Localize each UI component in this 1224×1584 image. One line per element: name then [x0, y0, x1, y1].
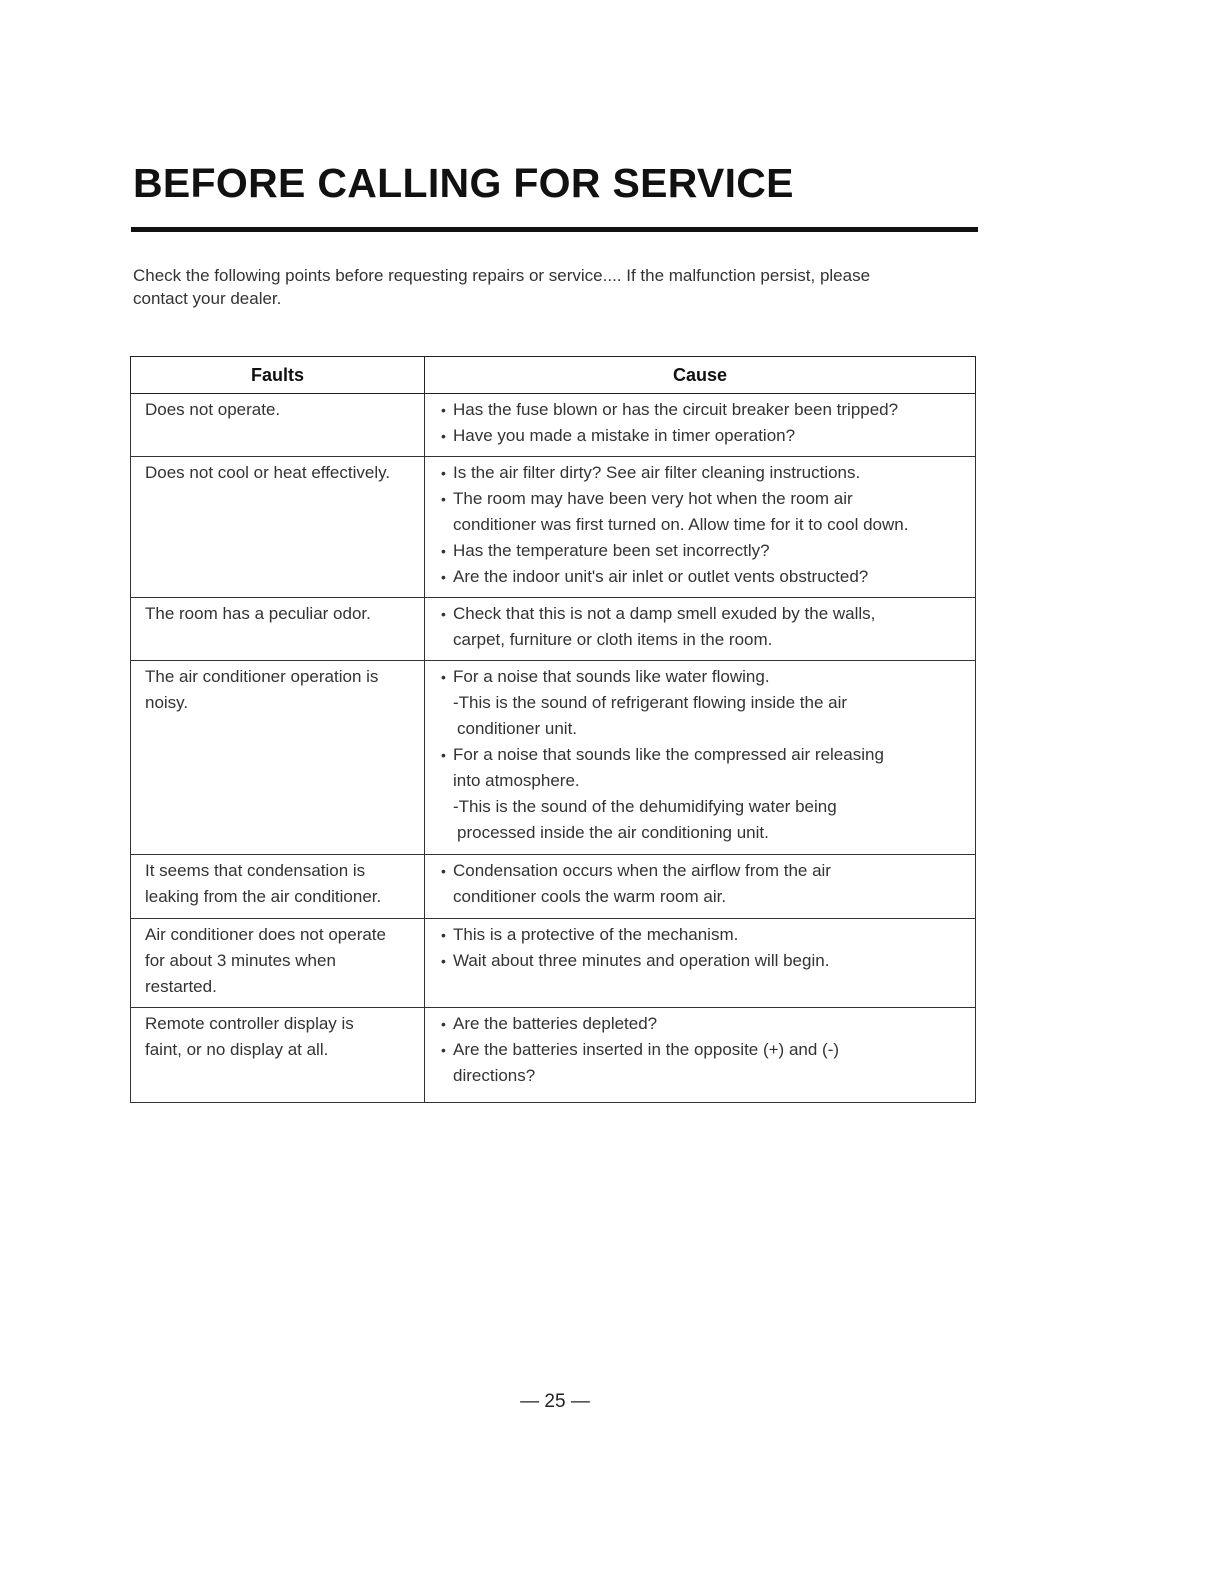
fault-text: restarted.: [145, 977, 217, 996]
cause-text: -This is the sound of the dehumidifying water being: [453, 797, 837, 816]
cause-text: conditioner was first turned on. Allow time for it to cool down.: [453, 515, 909, 534]
fault-cell: [131, 394, 425, 457]
cause-text: • This is a protective of the mechanism.: [441, 922, 967, 948]
table-header-row: [131, 357, 976, 394]
fault-cell: [131, 855, 425, 919]
cause-text: conditioner cools the warm room air.: [453, 887, 727, 906]
troubleshooting-table: [130, 356, 976, 1103]
fault-cell: [131, 661, 425, 855]
cause-text: processed inside the air conditioning unit.: [457, 823, 769, 842]
fault-text: Does not cool or heat effectively.: [145, 463, 391, 482]
intro-line-2: contact your dealer.: [133, 289, 282, 308]
intro-line-1: Check the following points before requesting repairs or service.... If the malfunction persist, please: [133, 266, 871, 285]
cause-cell: [425, 598, 976, 661]
table-row: [131, 855, 976, 919]
cause-text: • Condensation occurs when the airflow from the air: [441, 858, 967, 884]
fault-text: The room has a peculiar odor.: [145, 604, 371, 623]
cause-text: directions?: [453, 1066, 536, 1085]
fault-text: It seems that condensation is: [145, 861, 366, 880]
cause-text: • Is the air filter dirty? See air filter cleaning instructions.: [441, 460, 967, 486]
cause-text: carpet, furniture or cloth items in the room.: [453, 630, 773, 649]
table-row: [131, 919, 976, 1008]
fault-text: The air conditioner operation is: [145, 667, 379, 686]
cause-text: -This is the sound of refrigerant flowing inside the air: [453, 693, 848, 712]
fault-cell: [131, 919, 425, 1008]
fault-cell: [131, 457, 425, 598]
cause-text: • Wait about three minutes and operation will begin.: [441, 948, 967, 974]
fault-text: Air conditioner does not operate: [145, 925, 386, 944]
table-row: [131, 598, 976, 661]
title-rule-divider: [131, 227, 978, 232]
cause-text: • Has the temperature been set incorrectly?: [441, 538, 967, 564]
table-row: [131, 394, 976, 457]
table-row: [131, 661, 976, 855]
cause-text: • Has the fuse blown or has the circuit breaker been tripped?: [441, 397, 967, 423]
page-title: BEFORE CALLING FOR SERVICE: [133, 160, 794, 206]
fault-text: Remote controller display is: [145, 1014, 354, 1033]
fault-text: leaking from the air conditioner.: [145, 887, 382, 906]
cause-text: • Check that this is not a damp smell exuded by the walls,: [441, 601, 967, 627]
table-row: [131, 1008, 976, 1103]
fault-text: for about 3 minutes when: [145, 951, 336, 970]
cause-text: • The room may have been very hot when the room air: [441, 486, 967, 512]
fault-cell: [131, 1008, 425, 1103]
fault-text: Does not operate.: [145, 400, 281, 419]
fault-cell: [131, 598, 425, 661]
cause-text: • Are the indoor unit's air inlet or outlet vents obstructed?: [441, 564, 967, 590]
intro-paragraph: [133, 264, 973, 310]
fault-text: noisy.: [145, 693, 189, 712]
cause-column-header: Cause: [425, 357, 976, 394]
table-row: [131, 457, 976, 598]
cause-text: • For a noise that sounds like water flowing.: [441, 664, 967, 690]
faults-column-header: Faults: [131, 357, 425, 394]
cause-cell: [425, 457, 976, 598]
cause-cell: [425, 1008, 976, 1103]
cause-text: • Are the batteries inserted in the opposite (+) and (-): [441, 1037, 967, 1063]
cause-text: • For a noise that sounds like the compressed air releasing: [441, 742, 967, 768]
fault-text: faint, or no display at all.: [145, 1040, 329, 1059]
page-number: — 25 —: [520, 1391, 590, 1412]
cause-text: • Are the batteries depleted?: [441, 1011, 967, 1037]
cause-text: • Have you made a mistake in timer operation?: [441, 423, 967, 449]
cause-cell: [425, 919, 976, 1008]
cause-text: into atmosphere.: [453, 771, 580, 790]
cause-cell: [425, 394, 976, 457]
cause-cell: [425, 855, 976, 919]
cause-text: conditioner unit.: [457, 719, 578, 738]
cause-cell: [425, 661, 976, 855]
